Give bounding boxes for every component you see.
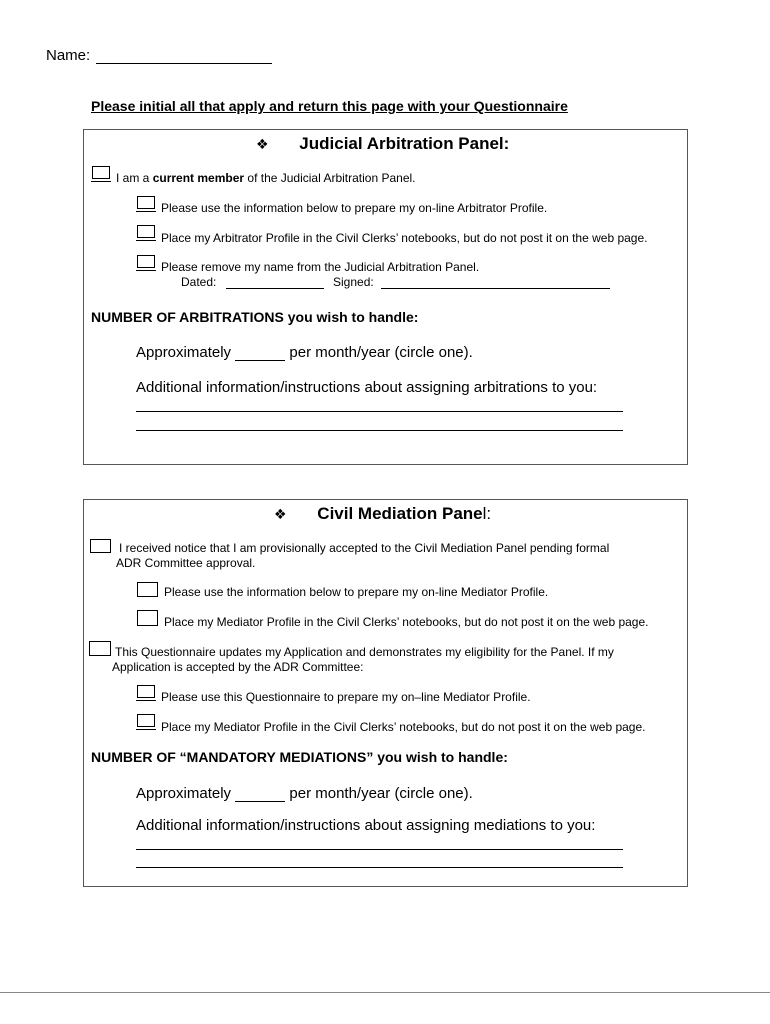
current-member-checkbox[interactable] (92, 166, 110, 179)
dated-label: Dated: (181, 275, 217, 289)
arbitration-title (256, 134, 509, 154)
diamond-bullet-icon: ❖ (256, 136, 269, 152)
member-suffix: of the Judicial Arbitration Panel. (244, 171, 416, 185)
footer-divider (0, 992, 770, 993)
approx-suffix: per month/year (circle one). (289, 785, 473, 802)
med-approx-blank[interactable] (235, 789, 285, 802)
med-profile-notebook-text: Place my Mediator Profile in the Civil Clerks’ notebooks, but do not post it on the web page. (164, 615, 649, 629)
approx-prefix: Approximately (136, 785, 232, 802)
mediation-title-bold: Civil Mediation Pane (317, 504, 483, 523)
med-profile-online-checkbox[interactable] (137, 582, 158, 597)
signed-label: Signed: (333, 275, 374, 289)
name-field[interactable] (96, 49, 272, 64)
med-questionnaire-profile-text: Please use this Questionnaire to prepare my on–line Mediator Profile. (161, 690, 531, 704)
arb-additional-line-2[interactable] (136, 430, 623, 431)
provisional-notice-line1: I received notice that I am provisionally accepted to the Civil Mediation Panel pending formal (119, 541, 610, 555)
med-profile-notebook-checkbox[interactable] (137, 610, 158, 626)
arb-profile-notebook-text: Place my Arbitrator Profile in the Civil Clerks’ notebooks, but do not post it on the web page. (161, 231, 648, 245)
provisional-notice-checkbox[interactable] (90, 539, 111, 553)
med-questionnaire-profile-checkbox[interactable] (137, 685, 155, 698)
member-bold: current member (152, 171, 245, 185)
arbitrations-count-header: NUMBER OF ARBITRATIONS you wish to handle: (91, 309, 419, 325)
med-approx-row (136, 785, 473, 802)
arb-profile-online-checkbox[interactable] (137, 196, 155, 209)
mediations-count-header: NUMBER OF “MANDATORY MEDIATIONS” you wish to handle: (91, 749, 508, 765)
med-additional-label: Additional information/instructions about assigning mediations to you: (136, 817, 596, 834)
med-additional-line-1[interactable] (136, 849, 623, 850)
member-prefix: I am a (116, 171, 153, 185)
diamond-bullet-icon: ❖ (274, 506, 287, 522)
signed-field[interactable] (381, 288, 610, 289)
questionnaire-update-line1: This Questionnaire updates my Application and demonstrates my eligibility for the Panel. If my (115, 645, 614, 659)
questionnaire-update-checkbox[interactable] (89, 641, 111, 656)
arb-remove-text: Please remove my name from the Judicial Arbitration Panel. (161, 260, 480, 274)
mediation-title-rest: l: (482, 504, 492, 523)
med-notebook-2-text: Place my Mediator Profile in the Civil Clerks’ notebooks, but do not post it on the web page. (161, 720, 646, 734)
approx-prefix: Approximately (136, 344, 232, 361)
arb-approx-blank[interactable] (235, 348, 285, 361)
name-row (46, 47, 272, 64)
arb-remove-checkbox[interactable] (137, 255, 155, 268)
med-profile-online-text: Please use the information below to prepare my on-line Mediator Profile. (164, 585, 549, 599)
med-notebook-2-checkbox[interactable] (137, 714, 155, 727)
arb-additional-label: Additional information/instructions about assigning arbitrations to you: (136, 379, 598, 396)
arb-profile-notebook-checkbox[interactable] (137, 225, 155, 238)
dated-field[interactable] (226, 288, 324, 289)
instruction-text: Please initial all that apply and return this page with your Questionnaire (91, 98, 568, 114)
med-additional-line-2[interactable] (136, 867, 623, 868)
arb-profile-online-text: Please use the information below to prepare my on-line Arbitrator Profile. (161, 201, 548, 215)
name-label: Name: (46, 47, 91, 64)
arb-additional-line-1[interactable] (136, 411, 623, 412)
mediation-title (274, 504, 491, 524)
approx-suffix: per month/year (circle one). (289, 344, 473, 361)
current-member-text (116, 171, 416, 185)
provisional-notice-line2: ADR Committee approval. (116, 556, 256, 570)
questionnaire-update-line2: Application is accepted by the ADR Committee: (112, 660, 364, 674)
arb-approx-row (136, 344, 473, 361)
arbitration-title-text: Judicial Arbitration Panel: (299, 134, 510, 153)
